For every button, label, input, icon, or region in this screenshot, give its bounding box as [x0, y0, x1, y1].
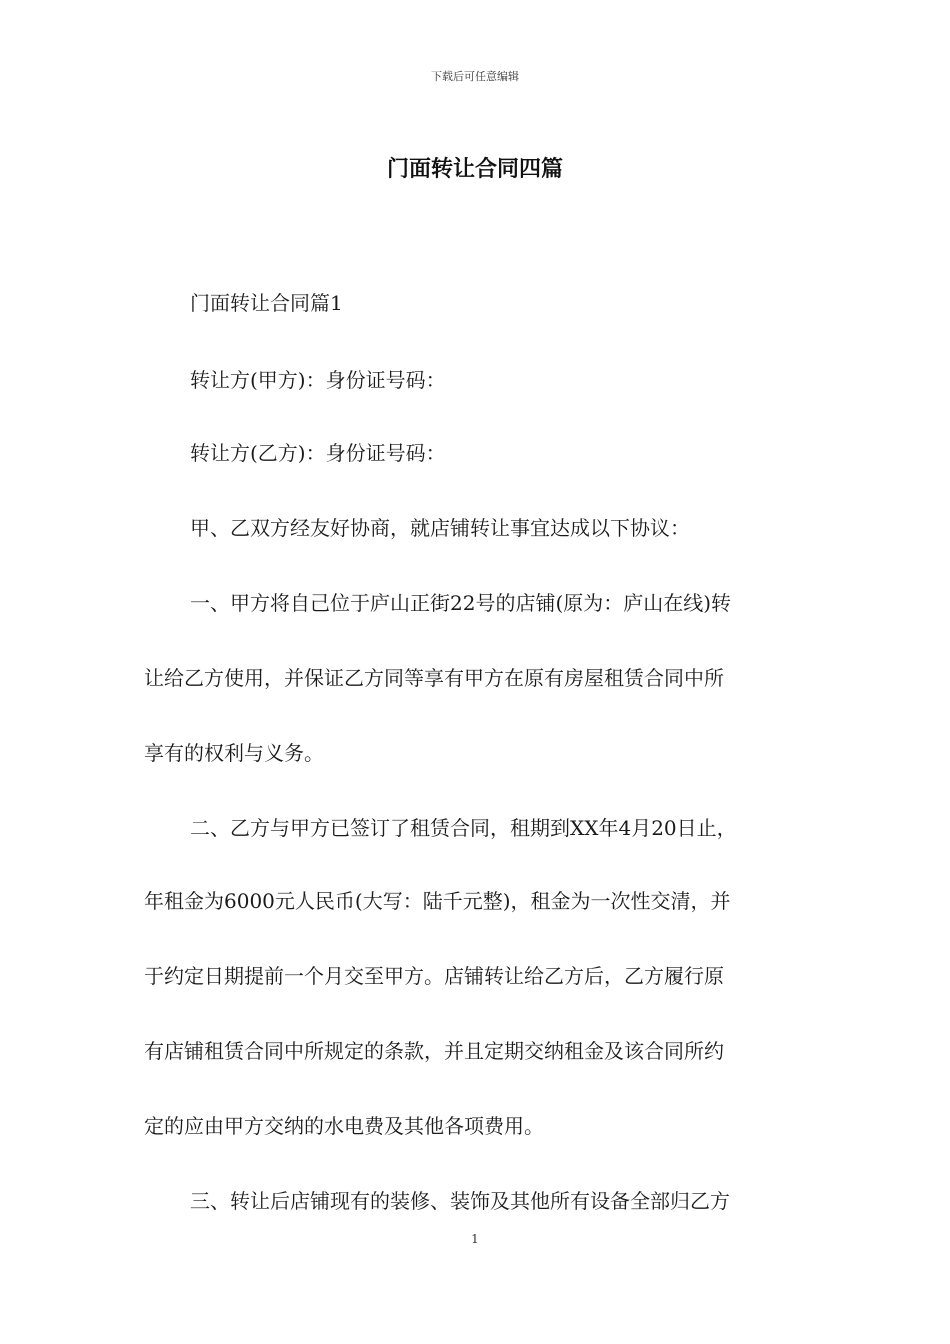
header-note: 下载后可任意编辑: [431, 70, 519, 83]
clause-2-line-3: 于约定日期提前一个月交至甲方。店铺转让给乙方后，乙方履行原: [144, 964, 724, 988]
clause-2-line-5: 定的应由甲方交纳的水电费及其他各项费用。: [144, 1114, 544, 1138]
clause-1-line-1: 一、甲方将自己位于庐山正街22号的店铺(原为：庐山在线)转: [190, 591, 732, 615]
clause-2-line-4: 有店铺租赁合同中所规定的条款，并且定期交纳租金及该合同所约: [144, 1039, 724, 1063]
clause-1-line-2: 让给乙方使用，并保证乙方同等享有甲方在原有房屋租赁合同中所: [144, 666, 724, 690]
party-a-line: 转让方(甲方)：身份证号码：: [190, 368, 446, 392]
clause-3-line-1: 三、转让后店铺现有的装修、装饰及其他所有设备全部归乙方: [190, 1189, 730, 1213]
clause-2-line-2: 年租金为6000元人民币(大写：陆千元整)，租金为一次性交清，并: [144, 889, 731, 913]
document-title: 门面转让合同四篇: [386, 156, 563, 182]
clause-2-line-1: 二、乙方与甲方已签订了租赁合同，租期到XX年4月20日止，: [190, 816, 737, 840]
clause-1-line-3: 享有的权利与义务。: [144, 741, 324, 765]
agreement-intro: 甲、乙双方经友好协商，就店铺转让事宜达成以下协议：: [190, 516, 690, 540]
page-number: 1: [471, 1232, 479, 1246]
section-heading-1: 门面转让合同篇1: [190, 291, 343, 315]
party-b-line: 转让方(乙方)：身份证号码：: [190, 441, 446, 465]
